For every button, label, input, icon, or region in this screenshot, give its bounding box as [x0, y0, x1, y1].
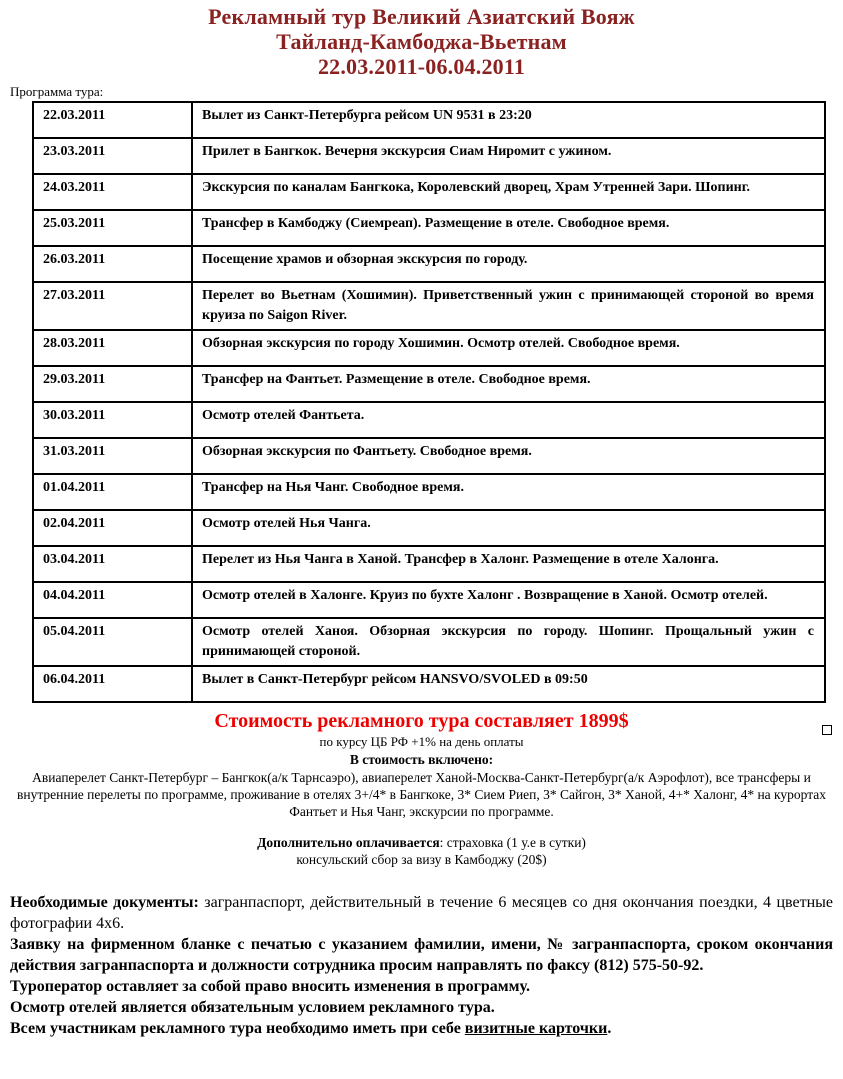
- title-line-3: 22.03.2011-06.04.2011: [317, 54, 526, 79]
- date-cell: 05.04.2011: [33, 618, 192, 666]
- cards-underlined: визитные карточки: [464, 1020, 608, 1037]
- description-cell: Прилет в Бангкок. Вечерня экскурсия Сиам Ниромит с ужином.: [192, 138, 825, 174]
- date-cell: 31.03.2011: [33, 438, 192, 474]
- description-cell: Перелет во Вьетнам (Хошимин). Приветственный ужин с принимающей стороной во время круиза по Saigon River.: [192, 282, 825, 330]
- date-cell: 24.03.2011: [33, 174, 192, 210]
- table-row: [33, 474, 825, 510]
- description-cell: Вылет в Санкт-Петербург рейсом HANSVO/SVOLED в 09:50: [192, 666, 825, 702]
- table-row: [33, 618, 825, 666]
- description-cell: Перелет из Нья Чанга в Ханой. Трансфер в Халонг. Размещение в отеле Халонга.: [192, 546, 825, 582]
- table-row: [33, 330, 825, 366]
- table-row: [33, 282, 825, 330]
- date-cell: 26.03.2011: [33, 246, 192, 282]
- table-resize-handle[interactable]: [822, 725, 832, 735]
- description-cell: Трансфер в Камбоджу (Сиемреап). Размещение в отеле. Свободное время.: [192, 210, 825, 246]
- itinerary-table-body: [33, 102, 825, 702]
- extra-charges-label: Дополнительно оплачивается: [257, 835, 440, 850]
- itinerary-table: [32, 101, 826, 703]
- date-cell: 03.04.2011: [33, 546, 192, 582]
- table-row: [33, 666, 825, 702]
- date-cell: 04.04.2011: [33, 582, 192, 618]
- table-row: [33, 438, 825, 474]
- business-cards-note: [10, 1018, 833, 1039]
- extra-charges-line-1: [0, 834, 843, 851]
- description-cell: Вылет из Санкт-Петербурга рейсом UN 9531 в 23:20: [192, 102, 825, 138]
- date-cell: 22.03.2011: [33, 102, 192, 138]
- documents-note: [10, 892, 833, 934]
- table-row: [33, 510, 825, 546]
- table-row: [33, 582, 825, 618]
- table-row: [33, 402, 825, 438]
- date-cell: 06.04.2011: [33, 666, 192, 702]
- extra-charges-line-2: консульский сбор за визу в Камбоджу (20$): [296, 852, 547, 867]
- price-headline: Стоимость рекламного тура составляет 1899$: [214, 710, 629, 732]
- included-text: Авиаперелет Санкт-Петербург – Бангкок(а/к Тарнсаэро), авиаперелет Ханой-Москва-Санкт-Петербург(а/к Аэрофлот), все трансферы и внутренние перелеты по программе, проживание в отелях 3+/4* в Бангкоке, 3* Сием Риеп, 3* Сайгон, 3* Ханой, 4+* Халонг, 4* на курортах Фантьет и Нья Чанг, экскурсии по программе.: [16, 770, 827, 819]
- cards-suffix: .: [607, 1020, 612, 1037]
- notes-section: [10, 892, 833, 1039]
- description-cell: Трансфер на Нья Чанг. Свободное время.: [192, 474, 825, 510]
- description-cell: Осмотр отелей Фантьета.: [192, 402, 825, 438]
- extra-charges: [0, 834, 843, 868]
- table-row: [33, 174, 825, 210]
- table-row: [33, 246, 825, 282]
- application-note: Заявку на фирменном бланке с печатью с указанием фамилии, имени, № загранпаспорта, сроком окончания действия загранпаспорта и должности сотрудника просим направлять по факсу (812) 575-50-92.: [10, 936, 833, 974]
- date-cell: 01.04.2011: [33, 474, 192, 510]
- description-cell: Посещение храмов и обзорная экскурсия по городу.: [192, 246, 825, 282]
- extra-charges-text: : страховка (1 у.е в сутки): [439, 835, 586, 850]
- table-row: [33, 138, 825, 174]
- included-label: В стоимость включено:: [349, 752, 494, 767]
- program-label: Программа тура:: [10, 84, 104, 99]
- document-title: [0, 4, 843, 79]
- description-cell: Осмотр отелей Нья Чанга.: [192, 510, 825, 546]
- inspection-note: Осмотр отелей является обязательным условием рекламного тура.: [10, 999, 495, 1016]
- description-cell: Осмотр отелей в Халонге. Круиз по бухте Халонг . Возвращение в Ханой. Осмотр отелей.: [192, 582, 825, 618]
- date-cell: 30.03.2011: [33, 402, 192, 438]
- table-row: [33, 102, 825, 138]
- date-cell: 29.03.2011: [33, 366, 192, 402]
- description-cell: Осмотр отелей Ханоя. Обзорная экскурсия по городу. Шопинг. Прощальный ужин с принимающей стороной.: [192, 618, 825, 666]
- document-page: [0, 4, 843, 1079]
- table-row: [33, 546, 825, 582]
- exchange-rate-note: по курсу ЦБ РФ +1% на день оплаты: [319, 734, 524, 749]
- date-cell: 23.03.2011: [33, 138, 192, 174]
- date-cell: 28.03.2011: [33, 330, 192, 366]
- title-line-2: Тайланд-Камбоджа-Вьетнам: [276, 29, 567, 54]
- date-cell: 27.03.2011: [33, 282, 192, 330]
- table-row: [33, 210, 825, 246]
- date-cell: 02.04.2011: [33, 510, 192, 546]
- date-cell: 25.03.2011: [33, 210, 192, 246]
- table-row: [33, 366, 825, 402]
- title-line-1: Рекламный тур Великий Азиатский Вояж: [208, 4, 635, 29]
- documents-label: Необходимые документы:: [10, 894, 199, 911]
- cards-prefix: Всем участникам рекламного тура необходимо иметь при себе: [10, 1020, 465, 1037]
- description-cell: Экскурсия по каналам Бангкока, Королевский дворец, Храм Утренней Зари. Шопинг.: [192, 174, 825, 210]
- description-cell: Трансфер на Фантьет. Размещение в отеле. Свободное время.: [192, 366, 825, 402]
- description-cell: Обзорная экскурсия по городу Хошимин. Осмотр отелей. Свободное время.: [192, 330, 825, 366]
- operator-rights-note: Туроператор оставляет за собой право вносить изменения в программу.: [10, 978, 530, 995]
- documents-text: загранпаспорт, действительный в течение 6 месяцев со дня окончания поездки, 4 цветные фотографии 4х6.: [10, 894, 833, 932]
- description-cell: Обзорная экскурсия по Фантьету. Свободное время.: [192, 438, 825, 474]
